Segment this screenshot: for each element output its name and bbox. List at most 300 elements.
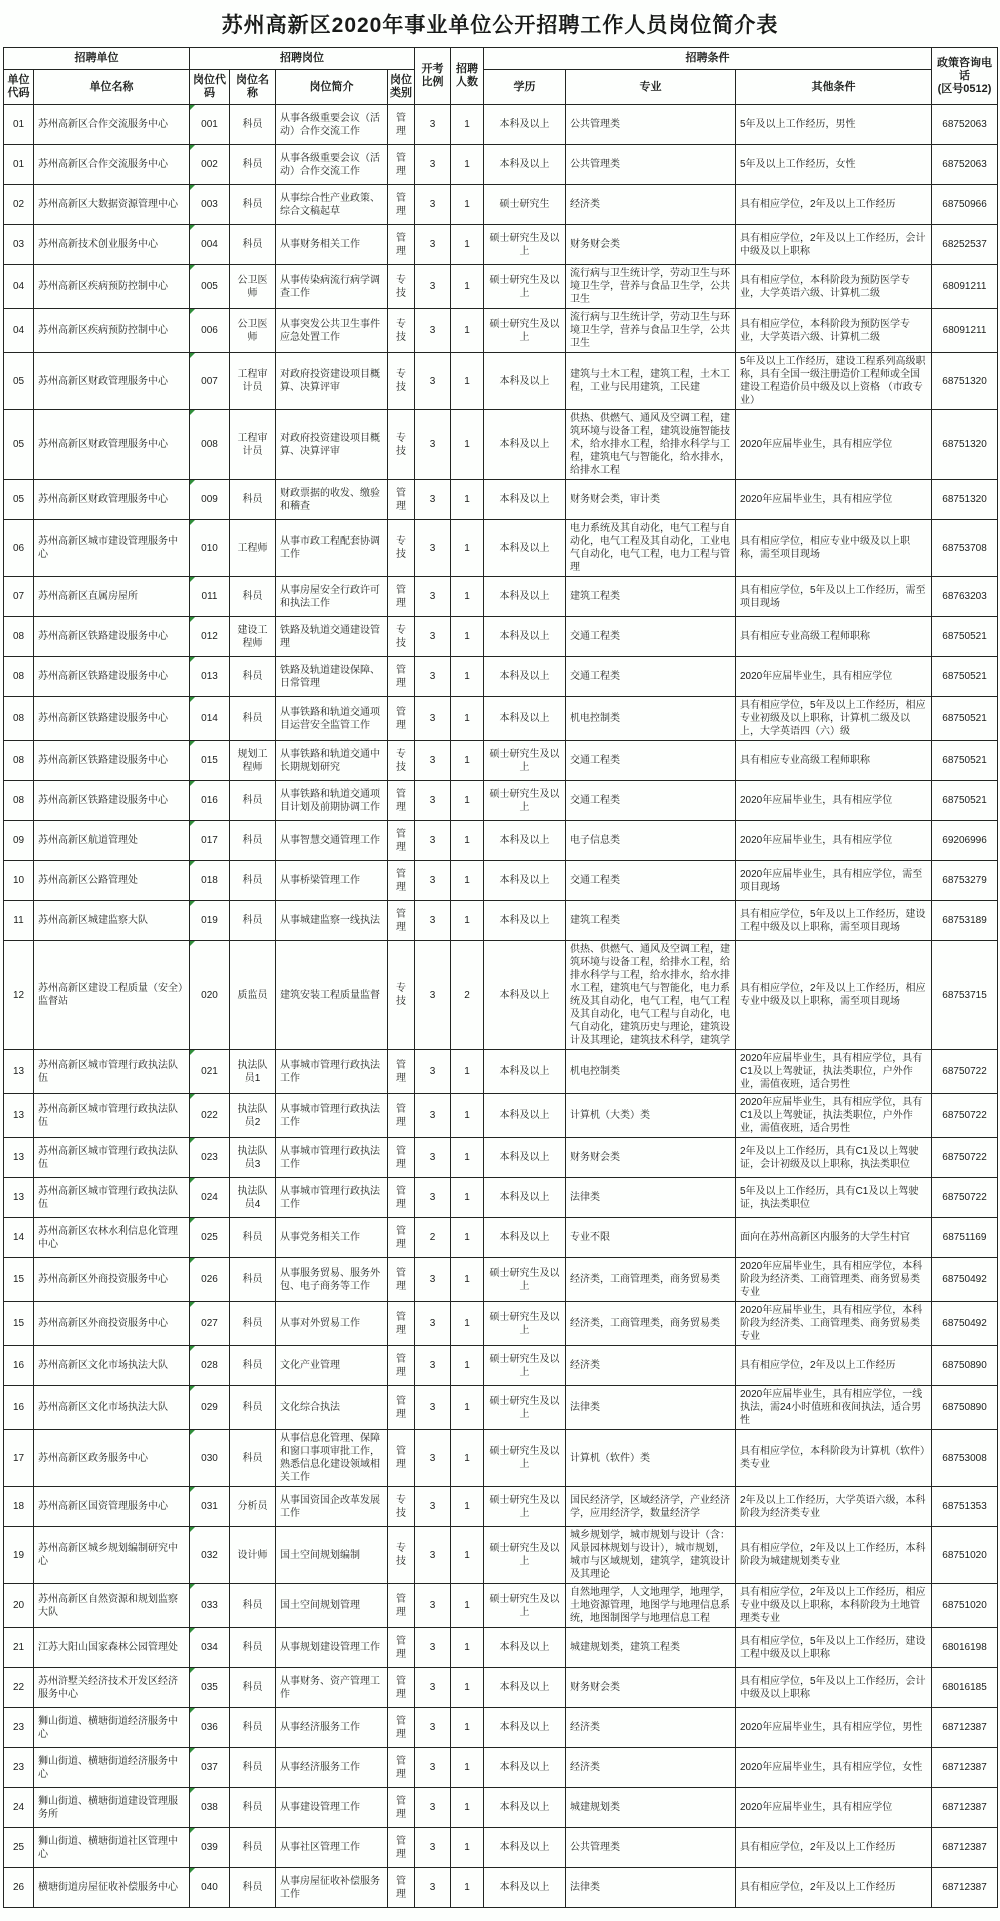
cell-post_code: 008 xyxy=(190,410,230,480)
cell-education: 本科及以上 xyxy=(484,657,566,697)
cell-post_desc: 从事财务、资产管理工作 xyxy=(276,1668,388,1708)
cell-post_type: 专技 xyxy=(388,1487,415,1527)
cell-major: 财务财会类，审计类 xyxy=(566,480,736,520)
cell-count: 1 xyxy=(451,1788,484,1828)
cell-education: 本科及以上 xyxy=(484,617,566,657)
table-row xyxy=(4,617,998,657)
cell-unit_name: 苏州高新区城乡规划编制研究中心 xyxy=(34,1527,190,1584)
cell-count: 1 xyxy=(451,353,484,410)
cell-post_name: 分析员 xyxy=(230,1487,276,1527)
cell-unit_code: 13 xyxy=(4,1178,34,1218)
table-row xyxy=(4,1868,998,1908)
cell-count: 1 xyxy=(451,1138,484,1178)
cell-count: 1 xyxy=(451,1668,484,1708)
cell-major: 机电控制类 xyxy=(566,1050,736,1094)
table-row xyxy=(4,781,998,821)
cell-phone: 68750722 xyxy=(932,1094,998,1138)
cell-post_name: 执法队员2 xyxy=(230,1094,276,1138)
cell-post_desc: 从事规划建设管理工作 xyxy=(276,1628,388,1668)
cell-post_desc: 从事城市管理行政执法工作 xyxy=(276,1178,388,1218)
col-header-post-type: 岗位类别 xyxy=(388,70,415,105)
cell-phone: 68750966 xyxy=(932,185,998,225)
cell-post_name: 科员 xyxy=(230,861,276,901)
cell-unit_code: 23 xyxy=(4,1748,34,1788)
cell-major: 交通工程类 xyxy=(566,861,736,901)
table-row xyxy=(4,520,998,577)
cell-unit_code: 26 xyxy=(4,1868,34,1908)
cell-post_name: 科员 xyxy=(230,1708,276,1748)
cell-post_code: 039 xyxy=(190,1828,230,1868)
cell-major: 法律类 xyxy=(566,1386,736,1430)
cell-phone: 68750492 xyxy=(932,1258,998,1302)
cell-count: 1 xyxy=(451,1218,484,1258)
cell-post_type: 管理 xyxy=(388,1138,415,1178)
col-header-major: 专业 xyxy=(566,70,736,105)
cell-post_name: 科员 xyxy=(230,225,276,265)
cell-ratio: 3 xyxy=(415,1050,451,1094)
cell-unit_code: 20 xyxy=(4,1584,34,1628)
cell-ratio: 3 xyxy=(415,1628,451,1668)
cell-education: 本科及以上 xyxy=(484,105,566,145)
cell-post_type: 专技 xyxy=(388,353,415,410)
cell-ratio: 3 xyxy=(415,741,451,781)
cell-unit_name: 江苏大阳山国家森林公园管理处 xyxy=(34,1628,190,1668)
cell-major: 公共管理类 xyxy=(566,1828,736,1868)
cell-ratio: 3 xyxy=(415,145,451,185)
cell-ratio: 3 xyxy=(415,265,451,309)
col-group-post: 招聘岗位 xyxy=(190,48,415,70)
phone-header-line1: 政策咨询电话 xyxy=(937,56,993,82)
cell-unit_name: 横塘街道房屋征收补偿服务中心 xyxy=(34,1868,190,1908)
cell-phone: 68712387 xyxy=(932,1788,998,1828)
cell-education: 本科及以上 xyxy=(484,901,566,941)
cell-unit_name: 苏州高新区外商投资服务中心 xyxy=(34,1302,190,1346)
cell-other: 具有相应学位，5年及以上工作经历，需至项目现场 xyxy=(736,577,932,617)
cell-unit_name: 苏州高新区财政管理服务中心 xyxy=(34,353,190,410)
cell-unit_name: 狮山街道、横塘街道经济服务中心 xyxy=(34,1708,190,1748)
cell-education: 本科及以上 xyxy=(484,410,566,480)
cell-post_desc: 从事城市管理行政执法工作 xyxy=(276,1050,388,1094)
cell-post_code: 036 xyxy=(190,1708,230,1748)
cell-count: 1 xyxy=(451,1584,484,1628)
cell-post_desc: 从事房屋征收补偿服务工作 xyxy=(276,1868,388,1908)
cell-count: 2 xyxy=(451,941,484,1050)
cell-post_desc: 从事综合性产业政策、综合文稿起草 xyxy=(276,185,388,225)
cell-post_desc: 从事对外贸易工作 xyxy=(276,1302,388,1346)
header-group-row xyxy=(4,48,998,70)
cell-unit_code: 05 xyxy=(4,480,34,520)
cell-unit_code: 19 xyxy=(4,1527,34,1584)
cell-other: 2年及以上工作经历，具有C1及以上驾驶证，会计初级及以上职称，执法类职位 xyxy=(736,1138,932,1178)
cell-count: 1 xyxy=(451,225,484,265)
cell-post_type: 专技 xyxy=(388,265,415,309)
cell-other: 具有相应学位，2年及以上工作经历，相应专业中级及以上职称，需至项目现场 xyxy=(736,941,932,1050)
cell-major: 城乡规划学，城市规划与设计（含：风景园林规划与设计），城市规划，城市与区域规划，建筑学，建筑设计及其理论 xyxy=(566,1527,736,1584)
cell-count: 1 xyxy=(451,1346,484,1386)
cell-ratio: 3 xyxy=(415,1487,451,1527)
table-row xyxy=(4,185,998,225)
cell-unit_name: 苏州高新区城市管理行政执法队伍 xyxy=(34,1178,190,1218)
cell-education: 本科及以上 xyxy=(484,861,566,901)
table-row xyxy=(4,821,998,861)
cell-phone: 68753189 xyxy=(932,901,998,941)
cell-count: 1 xyxy=(451,480,484,520)
cell-phone: 68751320 xyxy=(932,480,998,520)
cell-ratio: 3 xyxy=(415,1258,451,1302)
cell-post_code: 035 xyxy=(190,1668,230,1708)
cell-post_desc: 从事铁路和轨道交通中长期规划研究 xyxy=(276,741,388,781)
cell-education: 本科及以上 xyxy=(484,353,566,410)
cell-major: 供热、供燃气、通风及空调工程，建筑环境与设备工程，给排水工程，给排水科学与工程，给水排水，给水排水工程，建筑电气与智能化，电力系统及其自动化，电气工程，电气工程及其自动化，电气工程与自动化，电气自动化，建筑历史与理论，建筑设计及其理论，建筑技术科学，建筑学 xyxy=(566,941,736,1050)
cell-phone: 68091211 xyxy=(932,265,998,309)
cell-post_type: 专技 xyxy=(388,520,415,577)
cell-other: 5年及以上工作经历，具有C1及以上驾驶证，执法类职位 xyxy=(736,1178,932,1218)
cell-post_desc: 从事传染病流行病学调查工作 xyxy=(276,265,388,309)
table-row xyxy=(4,697,998,741)
cell-count: 1 xyxy=(451,1748,484,1788)
col-group-unit: 招聘单位 xyxy=(4,48,190,70)
table-row xyxy=(4,410,998,480)
cell-ratio: 3 xyxy=(415,353,451,410)
cell-post_name: 执法队员3 xyxy=(230,1138,276,1178)
cell-post_name: 科员 xyxy=(230,1748,276,1788)
cell-major: 财务财会类 xyxy=(566,1668,736,1708)
cell-unit_code: 08 xyxy=(4,657,34,697)
cell-post_desc: 铁路及轨道交通建设管理 xyxy=(276,617,388,657)
cell-phone: 68751020 xyxy=(932,1584,998,1628)
cell-education: 本科及以上 xyxy=(484,1628,566,1668)
cell-post_desc: 从事信息化管理、保障和窗口事项审批工作，熟悉信息化建设领域相关工作 xyxy=(276,1430,388,1487)
cell-other: 具有相应学位，5年及以上工作经历，建设工程中级及以上职称 xyxy=(736,1628,932,1668)
cell-unit_name: 苏州高新区城建监察大队 xyxy=(34,901,190,941)
cell-unit_name: 狮山街道、横塘街道经济服务中心 xyxy=(34,1748,190,1788)
cell-phone: 68750722 xyxy=(932,1138,998,1178)
cell-count: 1 xyxy=(451,520,484,577)
cell-other: 2020年应届毕业生，具有相应学位，女性 xyxy=(736,1748,932,1788)
table-row xyxy=(4,1258,998,1302)
cell-post_type: 管理 xyxy=(388,781,415,821)
col-header-ratio: 开考比例 xyxy=(415,48,451,105)
page-title: 苏州高新区2020年事业单位公开招聘工作人员岗位简介表 xyxy=(221,14,779,37)
cell-count: 1 xyxy=(451,1050,484,1094)
cell-phone: 68016185 xyxy=(932,1668,998,1708)
table-row xyxy=(4,1527,998,1584)
cell-unit_name: 苏州高新区建设工程质量（安全）监督站 xyxy=(34,941,190,1050)
cell-major: 供热、供燃气、通风及空调工程，建筑环境与设备工程，建筑设施智能技术，给水排水工程，给排水科学与工程，建筑电气与智能化，给水排水，给排水工程 xyxy=(566,410,736,480)
cell-unit_code: 06 xyxy=(4,520,34,577)
cell-post_name: 质监员 xyxy=(230,941,276,1050)
cell-count: 1 xyxy=(451,1430,484,1487)
cell-unit_code: 18 xyxy=(4,1487,34,1527)
cell-post_name: 工程师 xyxy=(230,520,276,577)
cell-major: 流行病与卫生统计学，劳动卫生与环境卫生学，营养与食品卫生学，公共卫生 xyxy=(566,265,736,309)
cell-other: 2020年应届毕业生，具有相应学位 xyxy=(736,1788,932,1828)
cell-major: 公共管理类 xyxy=(566,145,736,185)
col-header-post-desc: 岗位简介 xyxy=(276,70,388,105)
cell-post_type: 管理 xyxy=(388,861,415,901)
cell-post_code: 015 xyxy=(190,741,230,781)
cell-count: 1 xyxy=(451,577,484,617)
cell-post_desc: 铁路及轨道建设保障、日常管理 xyxy=(276,657,388,697)
table-row xyxy=(4,353,998,410)
cell-ratio: 3 xyxy=(415,941,451,1050)
cell-major: 经济类 xyxy=(566,185,736,225)
cell-phone: 68750521 xyxy=(932,617,998,657)
cell-post_name: 科员 xyxy=(230,697,276,741)
cell-post_code: 002 xyxy=(190,145,230,185)
cell-major: 专业不限 xyxy=(566,1218,736,1258)
cell-post_type: 管理 xyxy=(388,1386,415,1430)
cell-unit_name: 苏州高新区铁路建设服务中心 xyxy=(34,697,190,741)
cell-other: 5年及以上工作经历，女性 xyxy=(736,145,932,185)
cell-major: 经济类，工商管理类，商务贸易类 xyxy=(566,1258,736,1302)
cell-other: 2020年应届毕业生，具有相应学位，本科阶段为经济类、工商管理类、商务贸易类专业 xyxy=(736,1258,932,1302)
cell-education: 硕士研究生及以上 xyxy=(484,265,566,309)
table-row xyxy=(4,1178,998,1218)
cell-ratio: 3 xyxy=(415,821,451,861)
cell-other: 具有相应学位，2年及以上工作经历 xyxy=(736,1868,932,1908)
cell-unit_name: 苏州高新区铁路建设服务中心 xyxy=(34,657,190,697)
cell-education: 硕士研究生及以上 xyxy=(484,1302,566,1346)
cell-unit_name: 苏州高新区国资管理服务中心 xyxy=(34,1487,190,1527)
cell-post_code: 003 xyxy=(190,185,230,225)
cell-post_code: 010 xyxy=(190,520,230,577)
table-row xyxy=(4,861,998,901)
cell-major: 流行病与卫生统计学，劳动卫生与环境卫生学，营养与食品卫生学，公共卫生 xyxy=(566,309,736,353)
cell-education: 硕士研究生及以上 xyxy=(484,1346,566,1386)
cell-post_type: 专技 xyxy=(388,309,415,353)
cell-post_code: 012 xyxy=(190,617,230,657)
table-body xyxy=(4,105,998,1908)
cell-major: 建筑与土木工程，建筑工程，土木工程，工业与民用建筑，工民建 xyxy=(566,353,736,410)
cell-education: 本科及以上 xyxy=(484,1828,566,1868)
cell-phone: 68763203 xyxy=(932,577,998,617)
cell-other: 2020年应届毕业生，具有相应学位 xyxy=(736,410,932,480)
table-row xyxy=(4,941,998,1050)
cell-major: 电力系统及其自动化，电气工程与自动化，电气工程及其自动化，工业电气自动化，电气工程，电力工程与管理 xyxy=(566,520,736,577)
cell-phone: 68753715 xyxy=(932,941,998,1050)
cell-post_name: 工程审计员 xyxy=(230,410,276,480)
cell-post_name: 规划工程师 xyxy=(230,741,276,781)
cell-unit_code: 11 xyxy=(4,901,34,941)
cell-phone: 68712387 xyxy=(932,1748,998,1788)
cell-ratio: 3 xyxy=(415,1668,451,1708)
cell-post_name: 科员 xyxy=(230,1628,276,1668)
cell-other: 5年及以上工作经历，建设工程系列高级职称，具有全国一级注册造价工程师或全国建设工程造价员中级及以上资格 （市政专业） xyxy=(736,353,932,410)
cell-count: 1 xyxy=(451,1386,484,1430)
cell-count: 1 xyxy=(451,1302,484,1346)
cell-post_code: 026 xyxy=(190,1258,230,1302)
cell-post_desc: 从事服务贸易、服务外包、电子商务等工作 xyxy=(276,1258,388,1302)
cell-post_type: 管理 xyxy=(388,1178,415,1218)
cell-post_name: 科员 xyxy=(230,1386,276,1430)
cell-post_desc: 从事各级重要会议（活动）合作交流工作 xyxy=(276,105,388,145)
cell-post_name: 设计师 xyxy=(230,1527,276,1584)
cell-post_name: 科员 xyxy=(230,1868,276,1908)
cell-post_type: 管理 xyxy=(388,1094,415,1138)
table-row xyxy=(4,1346,998,1386)
cell-post_name: 科员 xyxy=(230,1430,276,1487)
cell-ratio: 3 xyxy=(415,577,451,617)
cell-education: 硕士研究生及以上 xyxy=(484,1584,566,1628)
cell-ratio: 3 xyxy=(415,309,451,353)
cell-unit_code: 25 xyxy=(4,1828,34,1868)
table-row xyxy=(4,1487,998,1527)
cell-count: 1 xyxy=(451,1258,484,1302)
cell-count: 1 xyxy=(451,1828,484,1868)
cell-education: 本科及以上 xyxy=(484,821,566,861)
cell-count: 1 xyxy=(451,861,484,901)
cell-post_desc: 从事铁路和轨道交通项目运营安全监管工作 xyxy=(276,697,388,741)
cell-education: 硕士研究生及以上 xyxy=(484,741,566,781)
cell-post_name: 科员 xyxy=(230,1828,276,1868)
cell-post_type: 管理 xyxy=(388,697,415,741)
cell-post_code: 031 xyxy=(190,1487,230,1527)
cell-unit_code: 21 xyxy=(4,1628,34,1668)
cell-education: 硕士研究生及以上 xyxy=(484,1487,566,1527)
cell-major: 交通工程类 xyxy=(566,657,736,697)
cell-count: 1 xyxy=(451,1628,484,1668)
cell-post_desc: 从事社区管理工作 xyxy=(276,1828,388,1868)
cell-ratio: 3 xyxy=(415,1386,451,1430)
cell-education: 本科及以上 xyxy=(484,1708,566,1748)
cell-major: 机电控制类 xyxy=(566,697,736,741)
cell-post_code: 028 xyxy=(190,1346,230,1386)
cell-post_name: 科员 xyxy=(230,657,276,697)
cell-unit_name: 苏州高新区直属房屋所 xyxy=(34,577,190,617)
cell-phone: 68016198 xyxy=(932,1628,998,1668)
cell-post_type: 管理 xyxy=(388,1302,415,1346)
cell-post_desc: 从事国资国企改革发展工作 xyxy=(276,1487,388,1527)
cell-unit_code: 08 xyxy=(4,781,34,821)
cell-unit_name: 苏州高新区城市管理行政执法队伍 xyxy=(34,1138,190,1178)
cell-other: 具有相应学位，本科阶段为计算机（软件）类专业 xyxy=(736,1430,932,1487)
cell-education: 硕士研究生及以上 xyxy=(484,781,566,821)
cell-post_type: 管理 xyxy=(388,821,415,861)
cell-phone: 68752063 xyxy=(932,145,998,185)
table-row xyxy=(4,1430,998,1487)
cell-post_type: 管理 xyxy=(388,657,415,697)
cell-count: 1 xyxy=(451,145,484,185)
cell-post_desc: 从事城市管理行政执法工作 xyxy=(276,1094,388,1138)
cell-phone: 68751020 xyxy=(932,1527,998,1584)
cell-major: 电子信息类 xyxy=(566,821,736,861)
cell-other: 2020年应届毕业生，具有相应学位 xyxy=(736,657,932,697)
cell-post_type: 管理 xyxy=(388,1788,415,1828)
cell-post_desc: 从事铁路和轨道交通项目计划及前期协调工作 xyxy=(276,781,388,821)
cell-post_desc: 从事财务相关工作 xyxy=(276,225,388,265)
cell-other: 具有相应学位，本科阶段为预防医学专业，大学英语六级、计算机二级 xyxy=(736,265,932,309)
cell-unit_code: 24 xyxy=(4,1788,34,1828)
cell-major: 计算机（软件）类 xyxy=(566,1430,736,1487)
cell-ratio: 3 xyxy=(415,1178,451,1218)
cell-phone: 68750722 xyxy=(932,1178,998,1218)
cell-major: 建筑工程类 xyxy=(566,577,736,617)
cell-unit_code: 05 xyxy=(4,353,34,410)
cell-post_name: 科员 xyxy=(230,821,276,861)
cell-education: 本科及以上 xyxy=(484,1788,566,1828)
cell-post_type: 管理 xyxy=(388,1868,415,1908)
cell-unit_code: 16 xyxy=(4,1346,34,1386)
cell-post_desc: 对政府投资建设项目概算、决算评审 xyxy=(276,353,388,410)
cell-unit_name: 苏州高新区自然资源和规划监察大队 xyxy=(34,1584,190,1628)
cell-post_name: 科员 xyxy=(230,145,276,185)
table-row xyxy=(4,741,998,781)
cell-major: 建筑工程类 xyxy=(566,901,736,941)
recruitment-table xyxy=(3,47,998,1908)
cell-other: 2020年应届毕业生，具有相应学位，一线执法，需24小时值班和夜间执法，适合男性 xyxy=(736,1386,932,1430)
cell-education: 本科及以上 xyxy=(484,697,566,741)
cell-post_type: 管理 xyxy=(388,1050,415,1094)
cell-post_type: 管理 xyxy=(388,1748,415,1788)
cell-post_code: 030 xyxy=(190,1430,230,1487)
cell-post_code: 033 xyxy=(190,1584,230,1628)
cell-post_code: 027 xyxy=(190,1302,230,1346)
cell-unit_code: 15 xyxy=(4,1302,34,1346)
cell-unit_code: 04 xyxy=(4,309,34,353)
cell-count: 1 xyxy=(451,1868,484,1908)
cell-major: 法律类 xyxy=(566,1178,736,1218)
col-group-condition: 招聘条件 xyxy=(484,48,932,70)
cell-post_type: 管理 xyxy=(388,105,415,145)
cell-major: 交通工程类 xyxy=(566,781,736,821)
cell-ratio: 3 xyxy=(415,1138,451,1178)
cell-post_desc: 建筑安装工程质量监督 xyxy=(276,941,388,1050)
cell-post_name: 科员 xyxy=(230,185,276,225)
cell-phone: 68751353 xyxy=(932,1487,998,1527)
cell-unit_code: 12 xyxy=(4,941,34,1050)
cell-other: 2020年应届毕业生，具有相应学位，具有C1及以上驾驶证，执法类职位，户外作业，需值夜班，适合男性 xyxy=(736,1050,932,1094)
table-row xyxy=(4,105,998,145)
col-header-post-name: 岗位名称 xyxy=(230,70,276,105)
cell-post_desc: 财政票据的收发、缴验和稽查 xyxy=(276,480,388,520)
cell-education: 本科及以上 xyxy=(484,577,566,617)
cell-post_name: 科员 xyxy=(230,577,276,617)
cell-count: 1 xyxy=(451,1178,484,1218)
cell-phone: 68753279 xyxy=(932,861,998,901)
cell-count: 1 xyxy=(451,901,484,941)
phone-header-line2: (区号0512) xyxy=(937,82,992,95)
col-header-unit-name: 单位名称 xyxy=(34,70,190,105)
cell-post_code: 016 xyxy=(190,781,230,821)
cell-post_type: 管理 xyxy=(388,480,415,520)
cell-unit_name: 苏州高新区铁路建设服务中心 xyxy=(34,617,190,657)
cell-unit_name: 苏州高新区政务服务中心 xyxy=(34,1430,190,1487)
cell-unit_name: 苏州高新区铁路建设服务中心 xyxy=(34,741,190,781)
cell-ratio: 3 xyxy=(415,480,451,520)
col-header-phone xyxy=(932,48,998,105)
cell-unit_name: 苏州高新区农林水利信息化管理中心 xyxy=(34,1218,190,1258)
cell-unit_code: 08 xyxy=(4,697,34,741)
cell-ratio: 3 xyxy=(415,105,451,145)
cell-ratio: 3 xyxy=(415,1302,451,1346)
cell-education: 本科及以上 xyxy=(484,1178,566,1218)
cell-post_type: 专技 xyxy=(388,617,415,657)
cell-major: 财务财会类 xyxy=(566,225,736,265)
cell-post_type: 专技 xyxy=(388,1527,415,1584)
cell-post_name: 工程审计员 xyxy=(230,353,276,410)
cell-other: 具有相应学位，2年及以上工作经历，相应专业中级及以上职称，本科阶段为土地管理类专业 xyxy=(736,1584,932,1628)
cell-unit_name: 苏州高新区大数据资源管理中心 xyxy=(34,185,190,225)
cell-phone: 68750890 xyxy=(932,1346,998,1386)
cell-other: 2年及以上工作经历，大学英语六级，本科阶段为经济类专业 xyxy=(736,1487,932,1527)
cell-phone: 68712387 xyxy=(932,1828,998,1868)
cell-post_type: 管理 xyxy=(388,145,415,185)
cell-education: 本科及以上 xyxy=(484,1668,566,1708)
cell-unit_code: 03 xyxy=(4,225,34,265)
cell-post_name: 公卫医师 xyxy=(230,265,276,309)
table-row xyxy=(4,480,998,520)
